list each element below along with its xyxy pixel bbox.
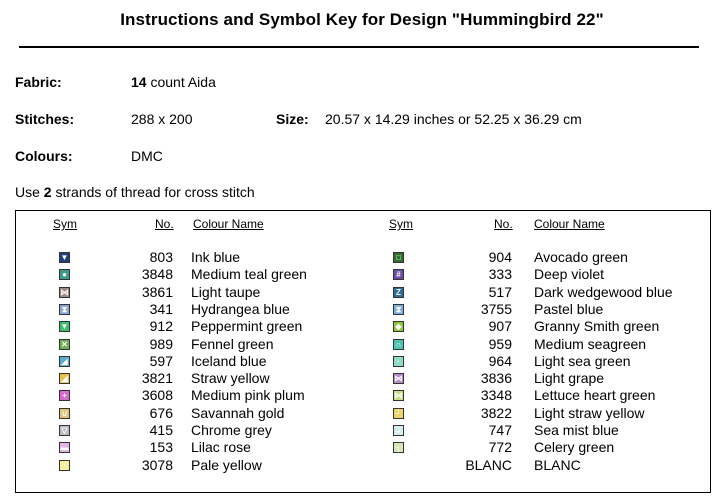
fabric-value: [131, 74, 216, 90]
no-header-left: No.: [155, 217, 174, 231]
symbol-swatch: ⧗: [59, 304, 70, 315]
colour-name: Granny Smith green: [534, 318, 660, 335]
dmc-number: 959: [488, 335, 512, 352]
key-row: [0, 318, 724, 335]
symbol-swatch: ●: [59, 269, 70, 280]
stitches-value: 288 x 200: [131, 111, 193, 127]
size-value: 20.57 x 14.29 inches or 52.25 x 36.29 cm: [325, 111, 582, 127]
colour-name: Straw yellow: [191, 370, 270, 387]
stitches-label: Stitches:: [15, 111, 75, 127]
dmc-number: 3861: [141, 283, 173, 300]
symbol-swatch: ▼: [60, 253, 69, 262]
colour-name: Avocado green: [534, 249, 628, 265]
symbol-swatch: ▽: [59, 425, 70, 436]
colour-name: Pale yellow: [191, 456, 262, 473]
colour-name: Savannah gold: [191, 404, 285, 421]
page-title: Instructions and Symbol Key for Design "Hummingbird 22": [120, 10, 604, 29]
dmc-number: 904: [488, 249, 512, 265]
dmc-number: 912: [149, 318, 173, 335]
key-row: [0, 422, 724, 439]
key-row: [0, 387, 724, 404]
dmc-number: 3836: [480, 370, 512, 387]
strands-post: strands of thread for cross stitch: [51, 184, 255, 200]
key-row: [0, 370, 724, 387]
colour-name: Light sea green: [534, 352, 631, 369]
symbol-swatch: ▬: [60, 443, 69, 453]
dmc-number: 3755: [480, 300, 512, 317]
dmc-number: 3822: [480, 404, 512, 421]
size-label: Size:: [276, 111, 309, 127]
colour-name: Iceland blue: [191, 352, 267, 369]
symbol-swatch: ┘: [393, 408, 404, 419]
colours-value: DMC: [131, 148, 163, 164]
name-header-left: Colour Name: [193, 217, 264, 231]
colour-name: Fennel green: [191, 335, 274, 352]
symbol-swatch: ◆: [393, 321, 404, 332]
symbol-swatch: ◢: [59, 356, 70, 367]
symbol-swatch: +: [59, 390, 70, 401]
symbol-swatch: ◢: [59, 373, 70, 384]
symbol-swatch: ⋈: [60, 287, 69, 297]
key-row: [0, 284, 724, 301]
symbol-swatch: ·: [393, 356, 404, 367]
colour-name: Medium seagreen: [534, 335, 647, 352]
dmc-number: 803: [149, 249, 173, 265]
colour-name: Deep violet: [534, 266, 605, 283]
key-row: [0, 353, 724, 370]
dmc-number: 964: [488, 352, 512, 369]
dmc-number: 907: [488, 318, 512, 335]
dmc-number: 3078: [141, 456, 173, 473]
colour-name: Lilac rose: [191, 439, 251, 456]
name-header-right: Colour Name: [534, 217, 605, 231]
dmc-number: 333: [488, 266, 512, 283]
fabric-count: 14: [131, 74, 147, 90]
symbol-swatch: ↑: [59, 460, 70, 471]
strands-count: 2: [43, 184, 52, 200]
colour-name: Light grape: [534, 370, 605, 387]
symbol-swatch: ▼: [60, 322, 69, 332]
colours-label: Colours:: [15, 148, 73, 164]
dmc-number: 341: [149, 300, 173, 317]
colour-name: Light straw yellow: [534, 404, 645, 421]
sym-header-left: Sym: [53, 217, 77, 231]
symbol-swatch: ⧗: [393, 304, 404, 315]
fabric-type: count Aida: [146, 74, 216, 90]
colour-name: Chrome grey: [191, 422, 272, 438]
colour-name: Medium pink plum: [191, 387, 305, 404]
title-divider: [19, 46, 699, 48]
dmc-number: 989: [149, 335, 173, 352]
symbol-swatch: ⋈: [394, 391, 403, 401]
key-row: [0, 405, 724, 422]
no-header-right: No.: [494, 217, 513, 231]
dmc-number: 676: [149, 404, 173, 421]
fabric-label: Fabric:: [15, 74, 62, 90]
colour-name: BLANC: [534, 456, 581, 473]
colour-name: Ink blue: [191, 249, 241, 265]
symbol-swatch: ⋈: [394, 374, 403, 384]
symbol-swatch: Z: [393, 287, 404, 298]
key-row: [0, 457, 724, 474]
strands-instruction: [15, 184, 255, 200]
dmc-number: 415: [149, 422, 173, 438]
colour-name: Light taupe: [191, 283, 261, 300]
colour-name: Hydrangea blue: [191, 300, 290, 317]
dmc-number: 3608: [141, 387, 173, 404]
colour-name: Pastel blue: [534, 300, 604, 317]
colour-name: Sea mist blue: [534, 422, 619, 438]
key-row: [0, 266, 724, 283]
symbol-swatch: ∪: [59, 408, 70, 419]
colour-name: Celery green: [534, 439, 615, 456]
symbol-swatch: #: [393, 269, 404, 280]
key-row: [0, 249, 724, 266]
dmc-number: 517: [488, 283, 512, 300]
symbol-swatch: ✕: [59, 339, 70, 350]
colour-name: Medium teal green: [191, 266, 307, 283]
dmc-number: 3348: [480, 387, 512, 404]
dmc-number: 3821: [141, 370, 173, 387]
symbol-swatch: ┐: [393, 442, 404, 453]
dmc-number: 153: [149, 439, 173, 456]
dmc-number: BLANC: [465, 456, 512, 473]
dmc-number: 3848: [141, 266, 173, 283]
key-row: [0, 336, 724, 353]
strands-pre: Use: [15, 184, 44, 200]
symbol-swatch: ◒: [393, 425, 404, 436]
colour-name: Dark wedgewood blue: [534, 283, 673, 300]
dmc-number: 747: [488, 422, 512, 438]
key-row: [0, 301, 724, 318]
symbol-swatch: □: [393, 252, 404, 263]
dmc-number: 597: [149, 352, 173, 369]
key-row: [0, 439, 724, 456]
colour-name: Peppermint green: [191, 318, 303, 335]
sym-header-right: Sym: [389, 217, 413, 231]
colour-name: Lettuce heart green: [534, 387, 656, 404]
dmc-number: 772: [488, 439, 512, 456]
symbol-swatch: ∩: [393, 339, 404, 350]
